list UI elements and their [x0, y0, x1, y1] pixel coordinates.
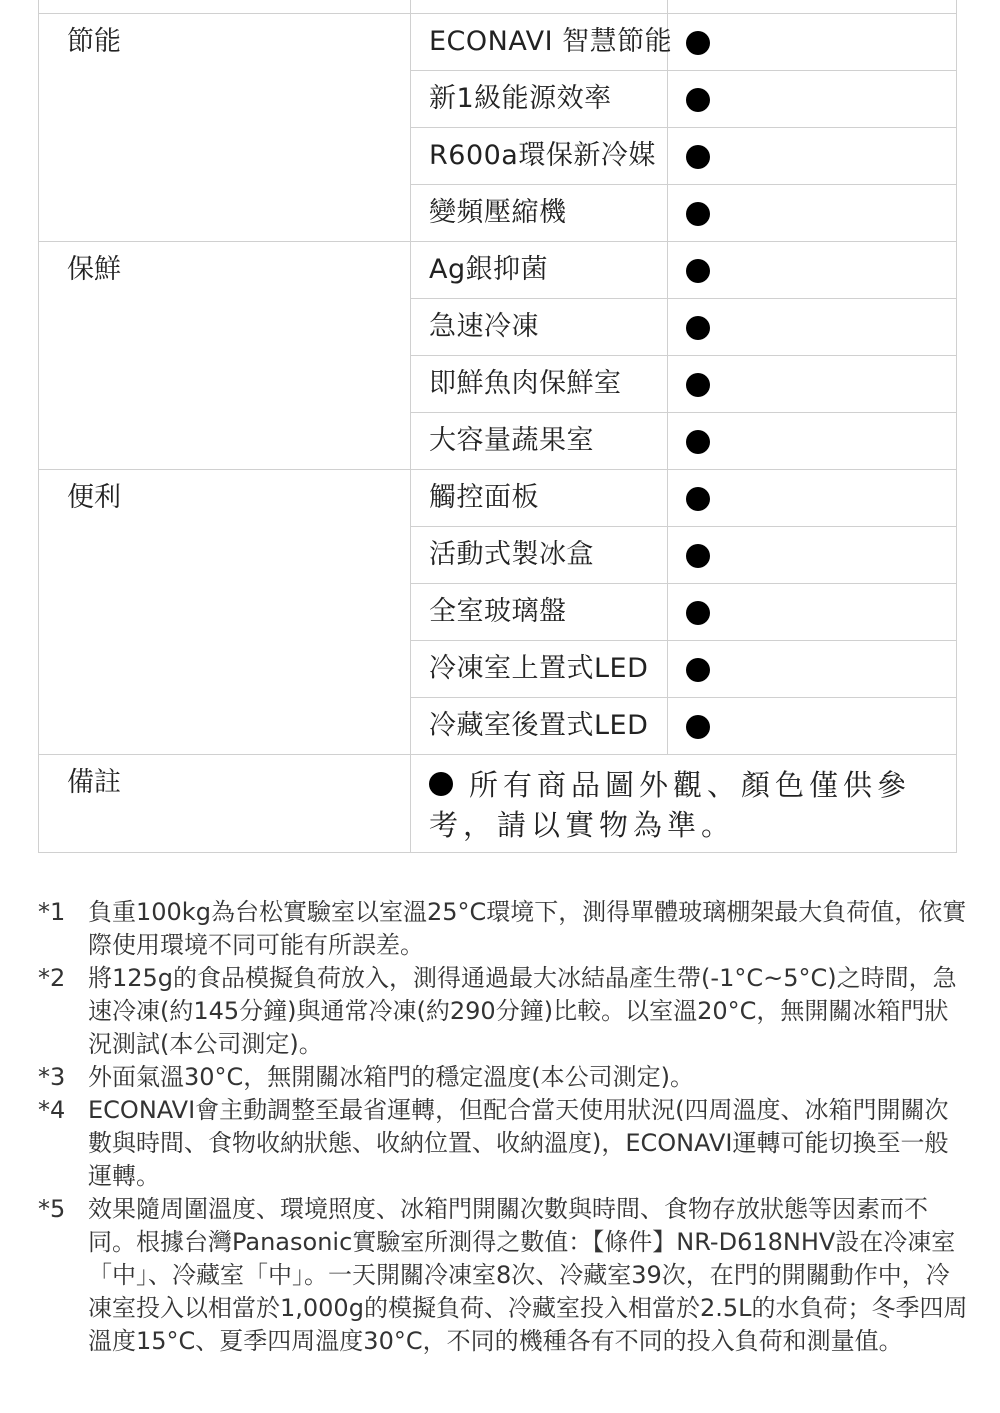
feature-cell: ECONAVI 智慧節能 [411, 14, 668, 71]
bullet-dot-icon [686, 259, 710, 283]
bullet-dot-icon [686, 316, 710, 340]
remarks-row [39, 755, 957, 853]
table-row [39, 14, 957, 71]
bullet-dot-icon [686, 658, 710, 682]
bullet-dot-icon [429, 772, 453, 796]
footnotes [38, 896, 968, 1358]
footnote-number: *5 [38, 1195, 66, 1223]
table-row [39, 0, 957, 14]
feature-cell: 大容量蔬果室 [411, 413, 668, 470]
footnote-number: *4 [38, 1096, 66, 1124]
footnote-text: 效果隨周圍溫度、環境照度、冰箱門開關次數與時間、食物存放狀態等因素而不同。根據台灣Panasonic實驗室所測得之數值：【條件】NR-D618NHV設在冷凍室「中」、冷藏室「中」。一天開關冷凍室8次、冷藏室39次，在門的開關動作中，冷凍室投入以相當於1,000g的模擬負荷、冷藏室投入相當於2.5L的水負荷；冬季四周溫度15°C、夏季四周溫度30°C，不同的機種各有不同的投入負荷和測量值。 [88, 1195, 968, 1355]
category-cell: 節能 [39, 14, 411, 242]
footnote-text: 負重100kg為台松實驗室以室溫25°C環境下，測得單體玻璃棚架最大負荷值，依實際使用環境不同可能有所誤差。 [88, 898, 967, 959]
bullet-dot-icon [686, 31, 710, 55]
feature-cell: 活動式製冰盒 [411, 527, 668, 584]
bullet-dot-icon [686, 145, 710, 169]
footnote-number: *3 [38, 1063, 66, 1091]
bullet-dot-icon [686, 715, 710, 739]
feature-cell: 全室玻璃盤 [411, 584, 668, 641]
feature-cell: 新1級能源效率 [411, 71, 668, 128]
footnote [38, 1193, 968, 1358]
table-row [39, 470, 957, 527]
bullet-dot-icon [686, 544, 710, 568]
footnote-text: 將125g的食品模擬負荷放入，測得通過最大冰結晶產生帶(-1°C~5°C)之時間，急速冷凍(約145分鐘)與通常冷凍(約290分鐘)比較。以室溫20°C，無開關冰箱門狀況測試(本公司測定)。 [88, 964, 957, 1058]
bullet-dot-icon [686, 430, 710, 454]
footnote [38, 1094, 968, 1193]
footnote [38, 962, 968, 1061]
spec-table [38, 0, 957, 853]
footnote [38, 896, 968, 962]
bullet-dot-icon [686, 373, 710, 397]
footnote-number: *2 [38, 964, 66, 992]
bullet-dot-icon [686, 88, 710, 112]
bullet-dot-icon [686, 487, 710, 511]
feature-cell: 急速冷凍 [411, 299, 668, 356]
feature-cell: 變頻壓縮機 [411, 185, 668, 242]
bullet-dot-icon [686, 601, 710, 625]
footnote [38, 1061, 968, 1094]
feature-cell: 即鮮魚肉保鮮室 [411, 356, 668, 413]
feature-cell: Ag銀抑菌 [411, 242, 668, 299]
bullet-dot-icon [686, 202, 710, 226]
feature-cell: 冷藏室後置式LED [411, 698, 668, 755]
category-cell: 備註 [39, 755, 411, 853]
category-cell: 便利 [39, 470, 411, 755]
remark-text: 所有商品圖外觀、顏色僅供參考，請以實物為準。 [429, 768, 912, 842]
remark-cell [411, 755, 957, 853]
table-row [39, 242, 957, 299]
footnote-number: *1 [38, 898, 66, 926]
category-cell: 保鮮 [39, 242, 411, 470]
footnote-text: 外面氣溫30°C，無開關冰箱門的穩定溫度(本公司測定)。 [88, 1063, 695, 1091]
feature-cell: 觸控面板 [411, 470, 668, 527]
feature-cell: 冷凍室上置式LED [411, 641, 668, 698]
footnote-text: ECONAVI會主動調整至最省運轉，但配合當天使用狀況(四周溫度、冰箱門開關次數與時間、食物收納狀態、收納位置、收納溫度)，ECONAVI運轉可能切換至一般運轉。 [88, 1096, 949, 1190]
feature-cell: R600a環保新冷媒 [411, 128, 668, 185]
